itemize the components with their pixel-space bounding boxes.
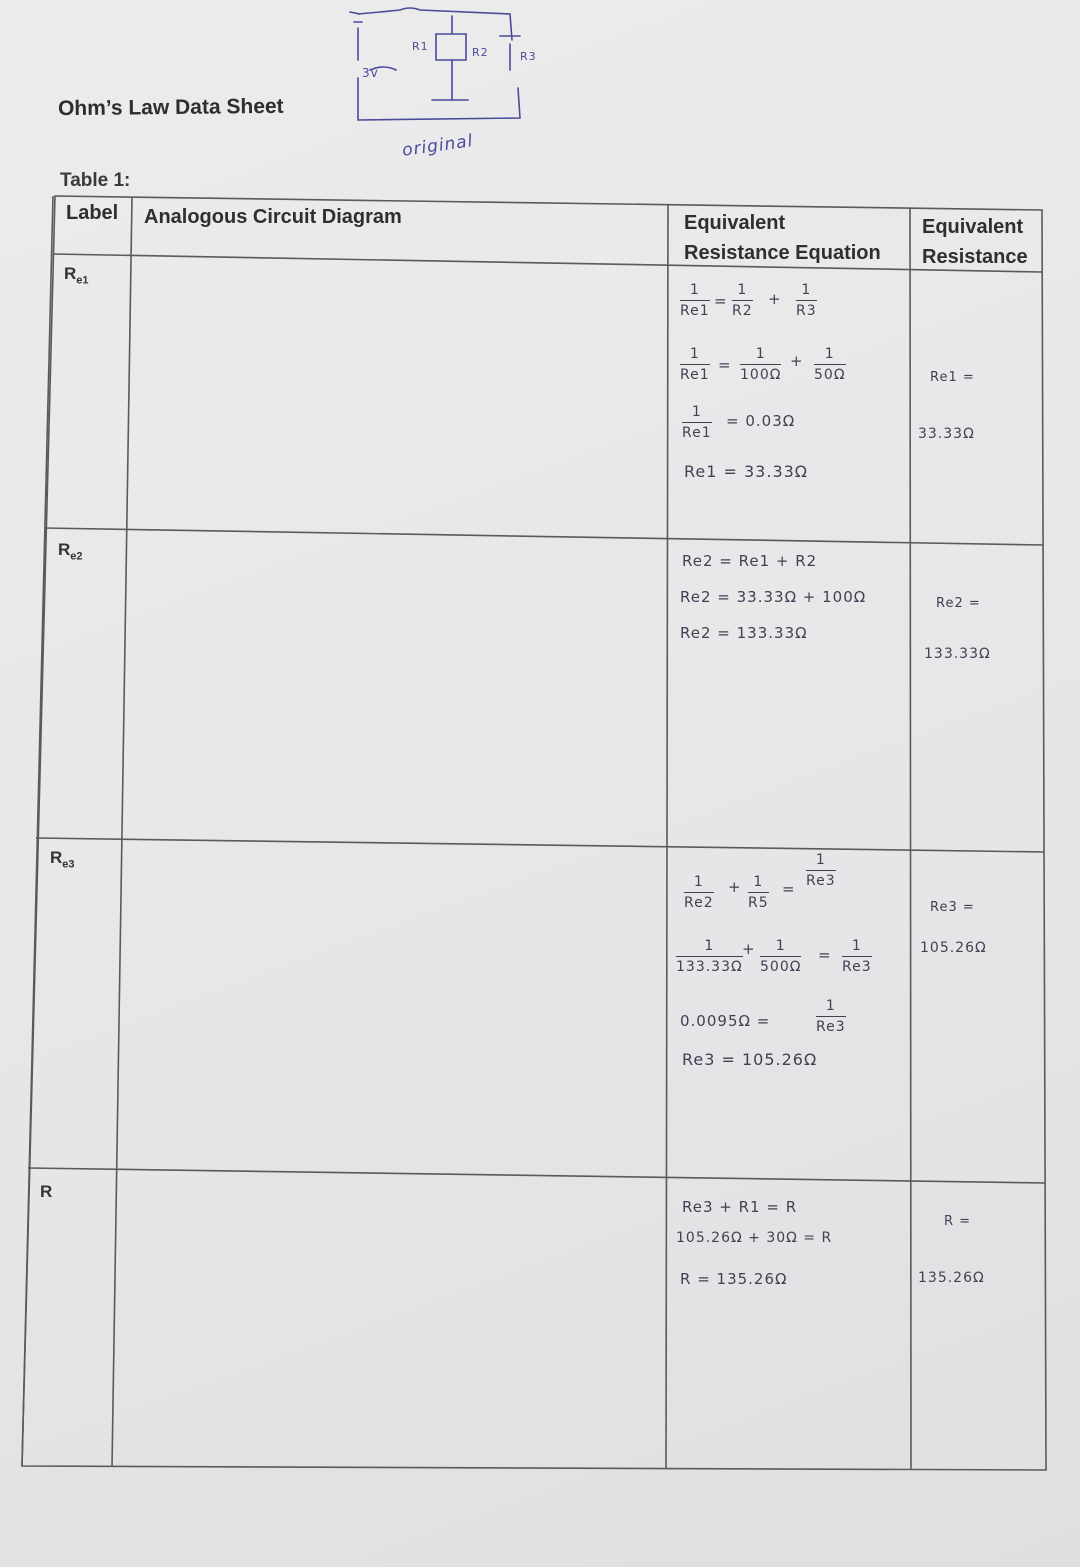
result-value: 133.33Ω: [924, 646, 991, 662]
header-diagram: Analogous Circuit Diagram: [144, 206, 402, 228]
header-resistance-line2: Resistance: [922, 246, 1028, 268]
sketch-caption: original: [400, 131, 475, 161]
equation-line: 0.0095Ω =: [680, 1012, 771, 1030]
sketch-r1-label: R1: [412, 40, 429, 53]
fraction: 1 Re3: [842, 938, 872, 975]
equation-line: Re1 = 33.33Ω: [684, 462, 809, 481]
header-label: Label: [66, 202, 119, 224]
equation-line: 105.26Ω + 30Ω = R: [676, 1230, 833, 1246]
result-value: 33.33Ω: [918, 426, 975, 442]
row-label-re2: $R_{e2}$: [58, 540, 83, 563]
fraction: 1 Re1: [680, 282, 710, 319]
equals-sign: =: [718, 356, 732, 374]
fraction: 1 Re3: [816, 998, 846, 1035]
plus-sign: +: [742, 940, 756, 958]
sketch-source-label: 3v: [362, 66, 379, 80]
equation-line: Re3 = 105.26Ω: [682, 1050, 818, 1069]
plus-sign: +: [728, 878, 742, 896]
sketch-r2-label: R2: [472, 46, 489, 59]
fraction: 1 Re1: [680, 346, 710, 383]
fraction: 1 100Ω: [740, 346, 782, 383]
result-value: 135.26Ω: [918, 1270, 985, 1286]
fraction: 1 133.33Ω: [676, 938, 743, 975]
plus-sign: +: [768, 290, 782, 308]
sketch-r3-label: R3: [520, 50, 537, 63]
equation-line: Re2 = Re1 + R2: [682, 552, 818, 570]
header-equation-line1: Equivalent: [684, 212, 786, 234]
row-label-r: R: [40, 1182, 53, 1201]
equation-line: = 0.03Ω: [726, 412, 796, 430]
equals-sign: =: [714, 292, 728, 310]
header-resistance-line1: Equivalent: [922, 216, 1024, 238]
result-value: 105.26Ω: [920, 940, 987, 956]
fraction: 1 50Ω: [814, 346, 846, 383]
fraction: 1 Re2: [684, 874, 714, 911]
row-label-re3: $R_{e3}$: [50, 848, 75, 871]
fraction: 1 R3: [796, 282, 817, 319]
result-label: R =: [944, 1214, 972, 1229]
equation-line: Re2 = 133.33Ω: [680, 624, 808, 642]
plus-sign: +: [790, 352, 804, 370]
equation-line: Re3 + R1 = R: [682, 1198, 798, 1216]
equation-line: Re2 = 33.33Ω + 100Ω: [680, 588, 867, 606]
page-title: Ohm’s Law Data Sheet: [57, 94, 284, 121]
equals-sign: =: [782, 880, 796, 898]
equals-sign: =: [818, 946, 832, 964]
result-label: Re1 =: [930, 370, 975, 385]
fraction: 1 R2: [732, 282, 753, 319]
result-label: Re3 =: [930, 900, 975, 915]
table-title: Table 1:: [60, 170, 131, 191]
result-label: Re2 =: [936, 596, 981, 611]
fraction: 1 500Ω: [760, 938, 802, 975]
row-label-re1: $R_{e1}$: [64, 264, 89, 287]
fraction: 1 Re3: [806, 852, 836, 889]
equation-line: R = 135.26Ω: [680, 1270, 788, 1288]
fraction: 1 R5: [748, 874, 769, 911]
fraction: 1 Re1: [682, 404, 712, 441]
header-equation-line2: Resistance Equation: [684, 242, 881, 264]
